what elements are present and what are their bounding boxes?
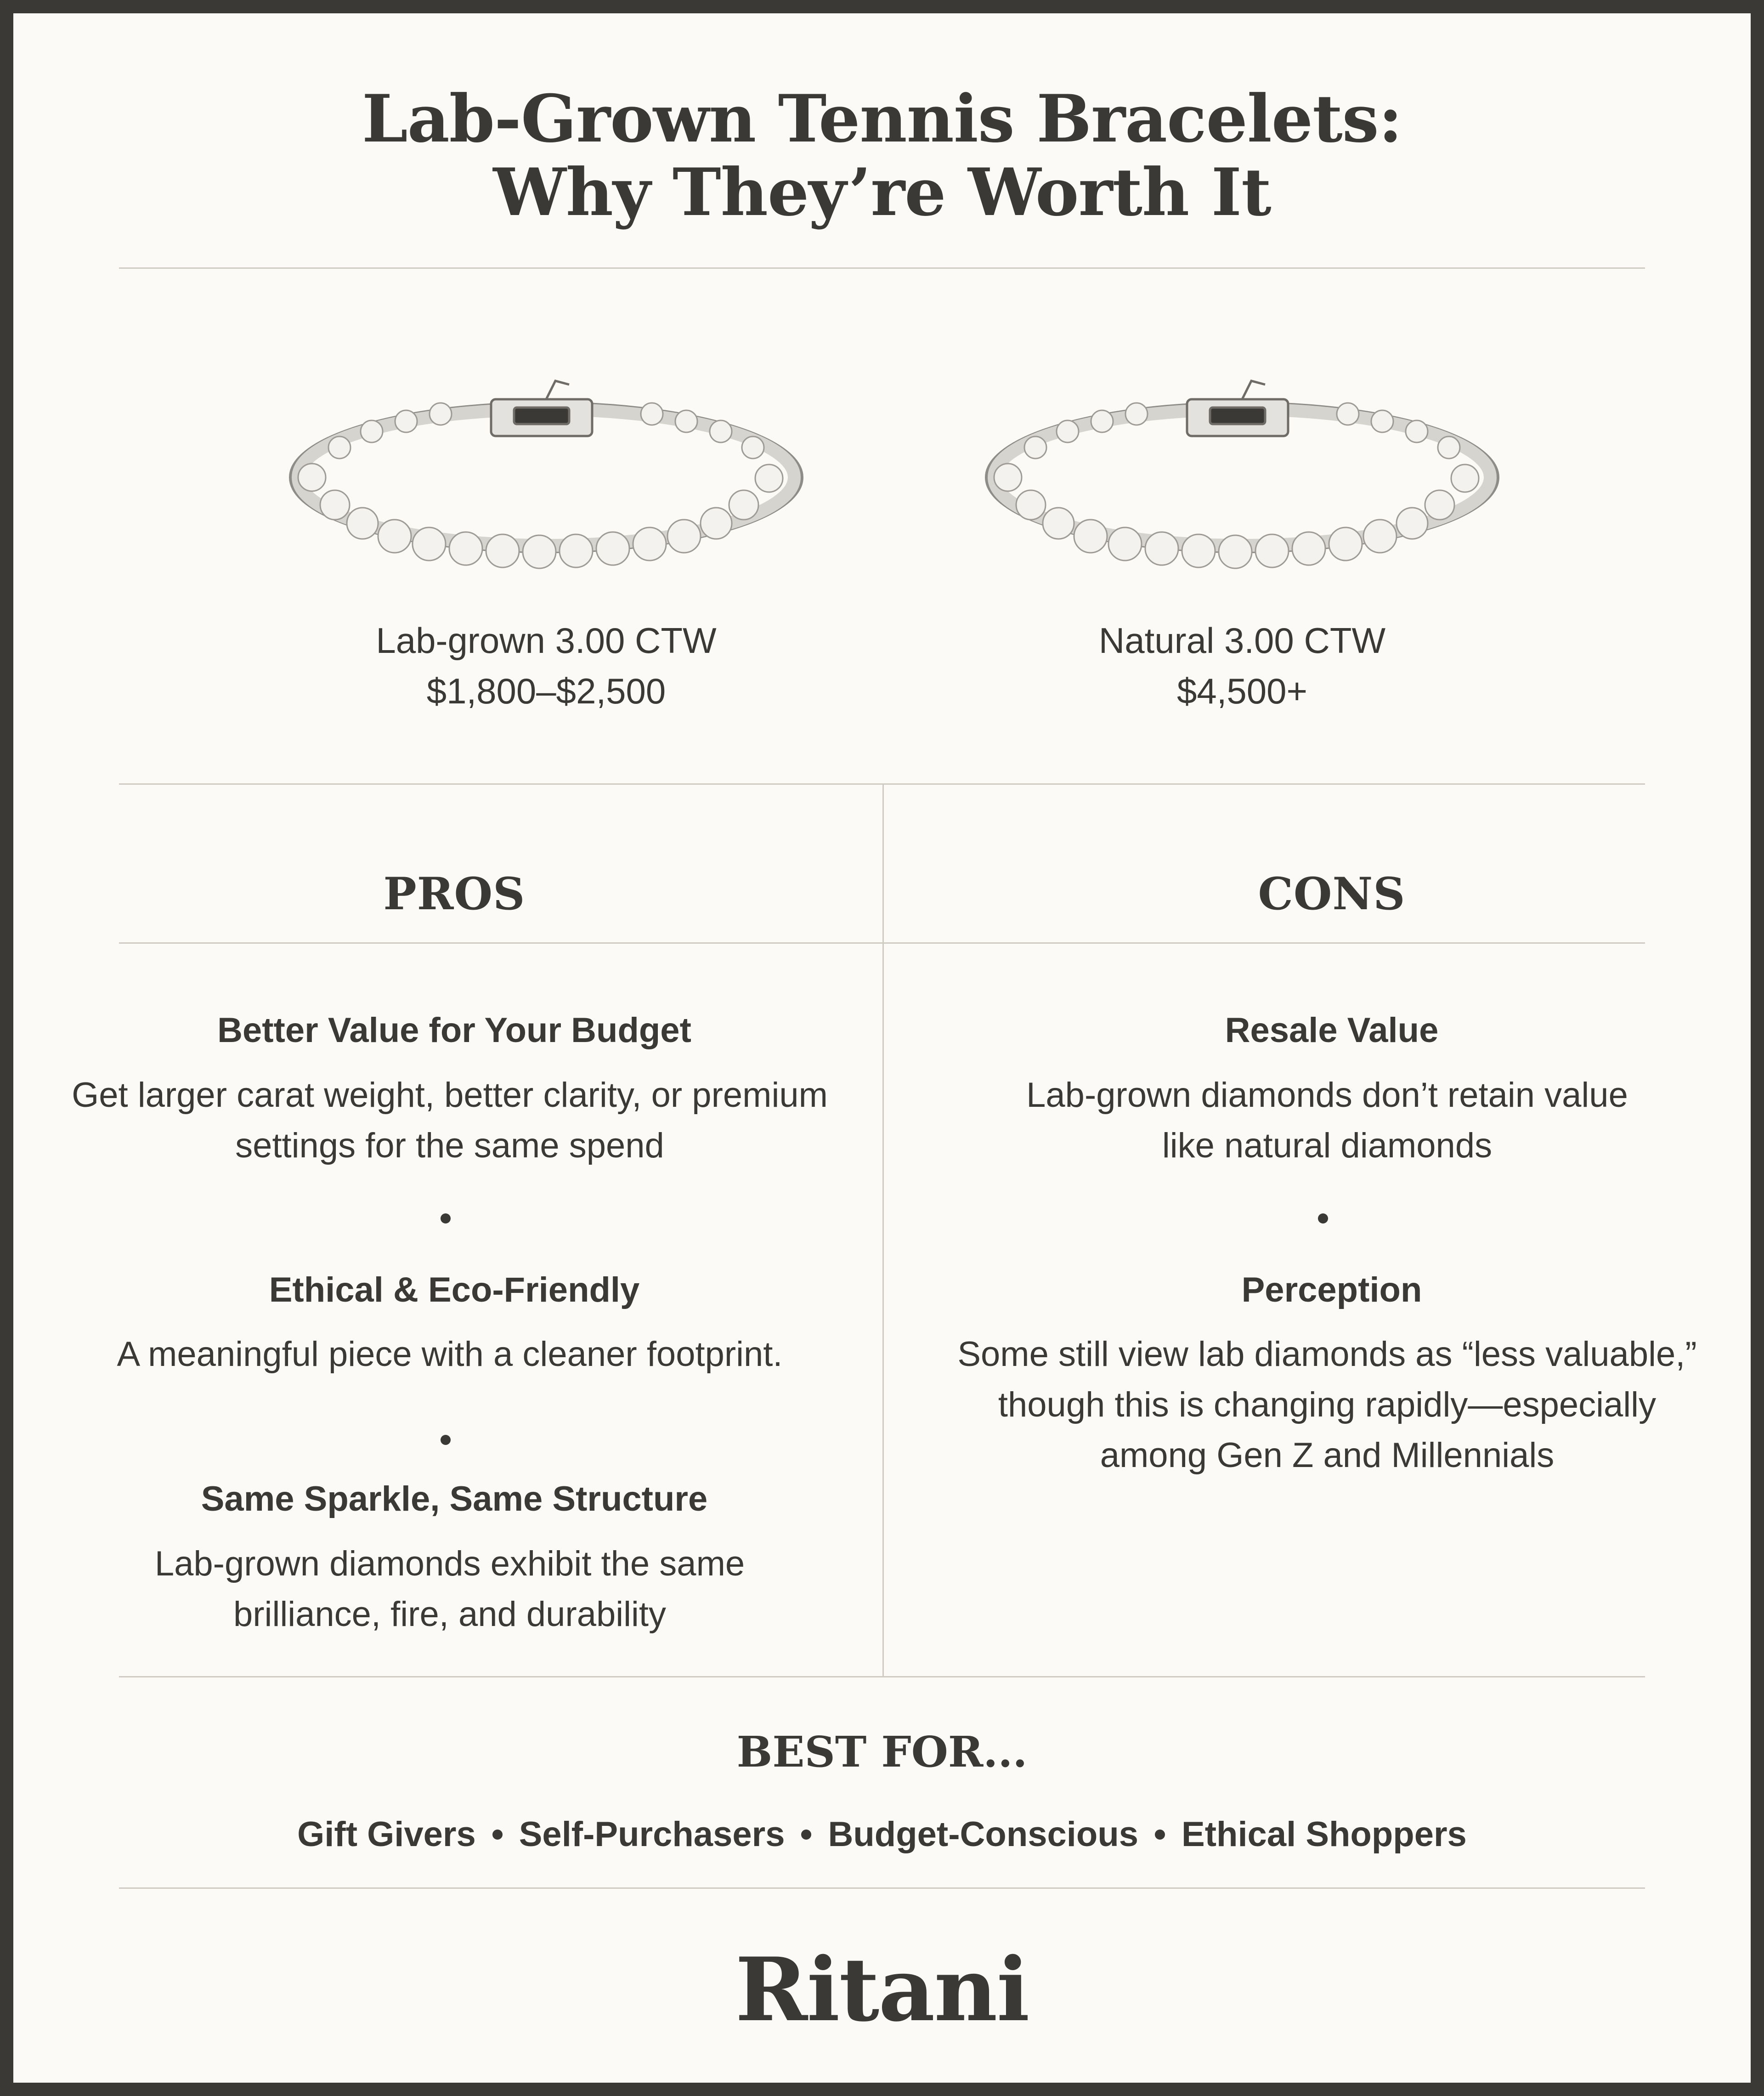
- best-for-list: [13, 1814, 1751, 1854]
- divider: [119, 1887, 1645, 1889]
- bullet-dot: [1155, 1830, 1165, 1840]
- pro-title: Ethical & Eco-Friendly: [269, 1270, 640, 1309]
- body-line: Get larger carat weight, better clarity, or premium: [72, 1076, 828, 1115]
- con-title: Resale Value: [1225, 1011, 1439, 1050]
- pro-title: Better Value for Your Budget: [217, 1011, 691, 1050]
- divider: [119, 267, 1645, 269]
- bracelet-natural-image: [971, 372, 1513, 601]
- product-price: $4,500+: [1176, 671, 1308, 711]
- divider: [119, 783, 1645, 785]
- page-title: [13, 82, 1751, 229]
- pro-title: Same Sparkle, Same Structure: [201, 1479, 708, 1518]
- bullet-dot: [801, 1830, 811, 1840]
- pros-heading: PROS: [383, 868, 526, 920]
- pro-body: [59, 1070, 840, 1171]
- bullet-dot: [492, 1830, 503, 1840]
- body-line: settings for the same spend: [235, 1126, 664, 1165]
- bullet-dot: [441, 1213, 451, 1224]
- product-price: $1,800–$2,500: [426, 671, 666, 711]
- best-for-item: Gift Givers: [297, 1815, 476, 1854]
- body-line: though this is changing rapidly—especially: [998, 1385, 1657, 1424]
- title-line-1: Lab-Grown Tennis Bracelets:: [362, 81, 1402, 157]
- body-line: among Gen Z and Millennials: [1100, 1436, 1555, 1475]
- body-line: Lab-grown diamonds don’t retain value: [1026, 1076, 1628, 1115]
- pro-body: [59, 1329, 840, 1380]
- body-line: A meaningful piece with a cleaner footprint.: [117, 1335, 783, 1374]
- bracelet-lab-grown-image: [275, 372, 817, 601]
- brand-logo: Ritani: [735, 1938, 1029, 2041]
- body-line: brilliance, fire, and durability: [233, 1595, 667, 1634]
- best-for-item: Ethical Shoppers: [1182, 1815, 1467, 1854]
- product-label: Lab-grown 3.00 CTW: [376, 620, 717, 661]
- product-caption-lab: [294, 615, 799, 716]
- best-for-heading: BEST FOR...: [736, 1727, 1028, 1777]
- bullet-dot: [1318, 1213, 1328, 1224]
- product-label: Natural 3.00 CTW: [1098, 620, 1386, 661]
- con-body: [937, 1070, 1718, 1171]
- bullet-dot: [441, 1435, 451, 1445]
- infographic-card: [13, 13, 1751, 2083]
- divider: [119, 942, 1645, 944]
- pro-body: [59, 1539, 840, 1640]
- body-line: like natural diamonds: [1162, 1126, 1493, 1165]
- con-title: Perception: [1241, 1270, 1422, 1309]
- cons-heading: CONS: [1258, 868, 1406, 920]
- body-line: Some still view lab diamonds as “less valuable,”: [957, 1335, 1697, 1374]
- best-for-item: Budget-Conscious: [828, 1815, 1139, 1854]
- title-line-2: Why They’re Worth It: [493, 154, 1271, 231]
- con-body: [937, 1329, 1718, 1481]
- column-divider: [882, 783, 884, 1676]
- divider: [119, 1676, 1645, 1677]
- body-line: Lab-grown diamonds exhibit the same: [154, 1544, 745, 1583]
- best-for-item: Self-Purchasers: [519, 1815, 785, 1854]
- product-caption-natural: [989, 615, 1495, 716]
